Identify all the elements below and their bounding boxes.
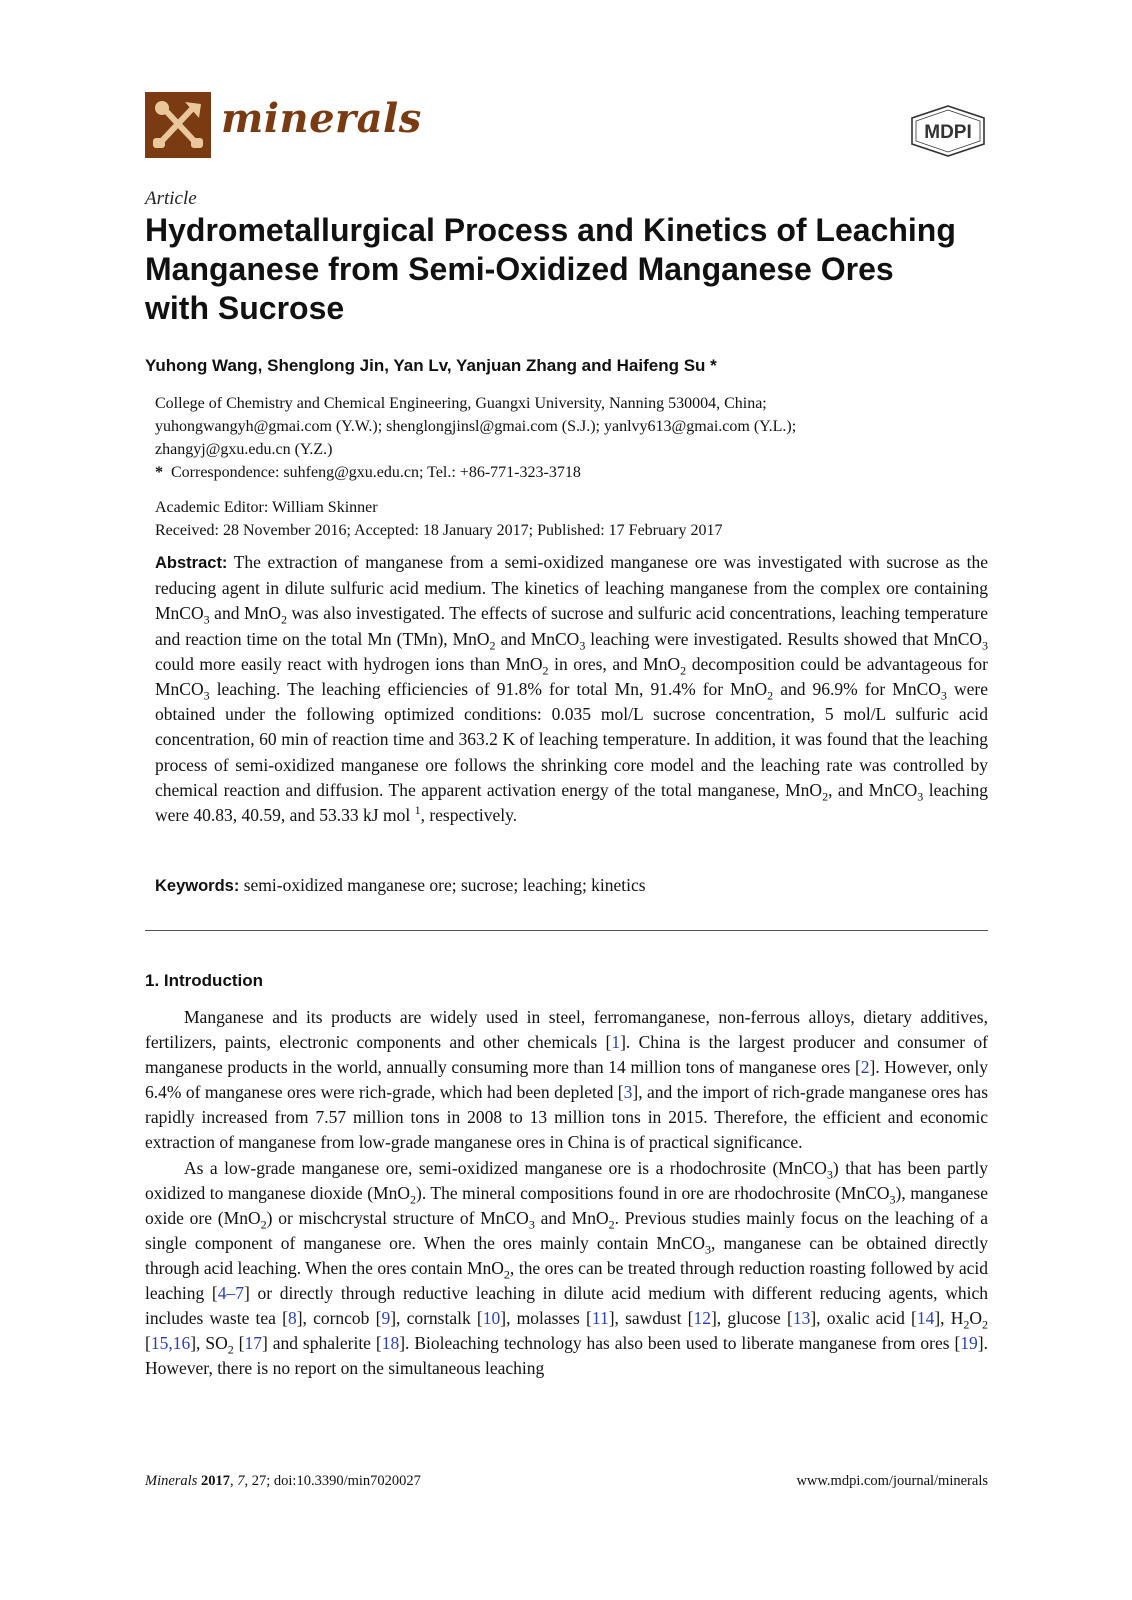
title-line: Hydrometallurgical Process and Kinetics of Leaching: [145, 212, 956, 248]
text-run: ) that has been partly oxidized to manganese dioxide (MnO: [145, 1157, 988, 1203]
correspondence-star: *: [155, 464, 163, 481]
footer-doi: , 27; doi:10.3390/min7020027: [244, 1473, 421, 1489]
text-run: ], H: [934, 1308, 964, 1329]
abstract-text: in ores, and MnO: [548, 653, 681, 674]
subscript: 2: [822, 789, 829, 804]
publication-dates: Received: 28 November 2016; Accepted: 18 January 2017; Published: 17 February 2017: [155, 522, 723, 539]
citation-link[interactable]: 10: [482, 1308, 501, 1329]
subscript: 3: [826, 1167, 833, 1182]
citation-link[interactable]: 13: [792, 1308, 811, 1329]
citation-link[interactable]: 12: [693, 1308, 711, 1329]
text-run: ], corncob [: [296, 1308, 382, 1329]
footer-journal: Minerals: [145, 1473, 198, 1489]
subscript: 2: [982, 1317, 988, 1332]
keywords-text: semi-oxidized manganese ore; sucrose; leaching; kinetics: [239, 875, 646, 895]
section-divider: [145, 930, 988, 931]
paragraph: [145, 1005, 988, 1156]
subscript: 2: [260, 1217, 267, 1232]
abstract-text: and MnCO: [495, 628, 580, 649]
text-run: ]. China is the largest producer and consumer of manganese products in the world, annually consuming more than 14 million tons of manganese ores [: [145, 1032, 988, 1078]
text-run: , manganese can be obtained directly through acid leaching. When the ores contain MnO: [145, 1232, 988, 1278]
subscript: 2: [410, 1192, 417, 1207]
footer-volume: 7: [237, 1473, 245, 1489]
keywords: [155, 875, 646, 896]
subscript: 3: [203, 688, 210, 703]
subscript: 3: [705, 1242, 712, 1257]
abstract-label: Abstract:: [155, 554, 228, 572]
text-run: ], SO: [190, 1333, 228, 1354]
text-run: ] and sphalerite [: [261, 1333, 382, 1354]
subscript: 2: [489, 638, 496, 653]
footer-url[interactable]: www.mdpi.com/journal/minerals: [796, 1473, 988, 1489]
subscript: 3: [917, 789, 924, 804]
citation-link[interactable]: 17: [244, 1333, 262, 1354]
text-run: ,: [229, 1473, 238, 1489]
subscript: 2: [680, 663, 687, 678]
citation-link[interactable]: 14: [916, 1308, 935, 1329]
text-run: ], and the import of rich-grade manganese ores has rapidly increased from 7.57 million tons in 2008 to 13 million tons in 2015. Therefore, the efficient and economic extraction of manganese from low-grade manganese ores in China is of practical significance.: [145, 1082, 989, 1153]
subscript: 3: [203, 612, 210, 627]
citation-link[interactable]: 2: [860, 1057, 870, 1078]
mdpi-hexagon-icon: [908, 104, 988, 158]
paper-title: [145, 211, 995, 328]
text-run: ), manganese oxide ore (MnO: [145, 1182, 988, 1228]
subscript: 2: [767, 688, 774, 703]
text-run: Manganese and its products are widely used in steel, ferromanganese, non-ferrous alloys, dietary additives, fertilizers, paints, electronic components and other chemicals [: [145, 1007, 988, 1053]
abstract-text: , and MnCO: [828, 779, 918, 800]
subscript: 2: [280, 612, 287, 627]
text-run: and MnO: [534, 1207, 609, 1228]
footer-citation: [145, 1473, 421, 1490]
citation-link[interactable]: 15,16: [150, 1333, 191, 1354]
keywords-label: Keywords:: [155, 877, 240, 895]
citation-link[interactable]: 1: [611, 1032, 621, 1053]
text-run: ], glucose [: [710, 1308, 793, 1329]
correspondence-text: Correspondence: suhfeng@gxu.edu.cn; Tel.: +86-771-323-3718: [171, 464, 581, 481]
text-run: ], molasses [: [500, 1308, 592, 1329]
title-line: Manganese from Semi-Oxidized Manganese Ores: [145, 251, 894, 287]
correspondence-line: [155, 461, 995, 484]
subscript: 3: [528, 1217, 535, 1232]
academic-editor: Academic Editor: William Skinner: [155, 499, 378, 516]
introduction-body: [145, 1005, 988, 1381]
abstract-text: were obtained under the following optimized conditions: 0.035 mol/L sucrose concentration, 5 mol/L sulfuric acid concentration, 60 min of reaction time and 363.2 K of leaching temperature. In addition, it was found that the leaching process of semi-oxidized manganese ore follows the shrinking core model and the leaching rate was controlled by chemical reaction and diffusion. The apparent activation energy of the total manganese, MnO: [155, 679, 988, 800]
citation-link[interactable]: 8: [287, 1308, 297, 1329]
publisher-name: MDPI: [924, 122, 972, 143]
text-run: ]. Bioleaching technology has also been used to liberate manganese from ores [: [399, 1333, 961, 1354]
journal-name: minerals: [221, 95, 422, 142]
abstract-text: and 96.9% for MnCO: [773, 679, 941, 700]
abstract-text: leaching were 40.83, 40.59, and 53.33 kJ mol: [155, 779, 988, 826]
abstract-text: and MnO: [209, 603, 281, 624]
subscript: 2: [963, 1317, 970, 1332]
text-run: . Previous studies mainly focus on the leaching of a single component of manganese ore. When the ores mainly contain MnCO: [145, 1207, 989, 1253]
abstract-text: leaching. The leaching efficiencies of 91.8% for total Mn, 91.4% for MnO: [209, 679, 768, 700]
affiliation-line: College of Chemistry and Chemical Engineering, Guangxi University, Nanning 530004, China;: [155, 395, 767, 412]
author-list: Yuhong Wang, Shenglong Jin, Yan Lv, Yanjuan Zhang and Haifeng Su *: [145, 356, 717, 375]
citation-link[interactable]: 3: [623, 1082, 633, 1103]
text-run: ] or directly through reductive leaching in dilute acid medium with different reducing agents, which includes waste tea [: [145, 1283, 988, 1329]
citation-link[interactable]: 11: [591, 1308, 609, 1329]
subscript: 3: [982, 638, 989, 653]
title-line: with Sucrose: [145, 290, 345, 326]
journal-logo: [145, 92, 211, 158]
abstract-text: could more easily react with hydrogen ions than MnO: [155, 653, 543, 674]
affiliation-block: [155, 392, 995, 484]
text-run: O: [969, 1308, 982, 1329]
text-run: [: [145, 1333, 151, 1354]
citation-link[interactable]: 9: [381, 1308, 391, 1329]
section-heading: 1. Introduction: [145, 971, 264, 990]
subscript: 3: [889, 1192, 896, 1207]
text-run: ]. However, only 6.4% of manganese ores were rich-grade, which had been depleted [: [145, 1057, 988, 1103]
text-run: [: [233, 1333, 245, 1354]
abstract: [155, 550, 988, 828]
editor-dates-block: [155, 496, 722, 542]
paragraph: [145, 1156, 988, 1382]
text-run: ], cornstalk [: [390, 1308, 483, 1329]
subscript: 2: [503, 1267, 510, 1282]
subscript: 2: [227, 1342, 234, 1357]
citation-link[interactable]: 19: [960, 1333, 978, 1354]
footer-year: 2017: [200, 1473, 230, 1489]
abstract-text: leaching were investigated. Results showed that MnCO: [585, 628, 983, 649]
article-type: Article: [145, 188, 197, 209]
citation-link[interactable]: 4–7: [217, 1283, 245, 1304]
publisher-logo: [908, 104, 988, 158]
affiliation-line: yuhongwangyh@gmai.com (Y.W.); shenglongjinsl@gmai.com (S.J.); yanlvy613@gmai.com (Y.L.);: [155, 418, 797, 435]
abstract-text: was also investigated. The effects of sucrose and sulfuric acid concentrations, leaching temperature and reaction time on the total Mn (TMn), MnO: [155, 603, 988, 649]
subscript: 3: [940, 688, 947, 703]
abstract-text: decomposition could be advantageous for MnCO: [155, 653, 989, 700]
crossed-shovel-pick-icon: [145, 92, 211, 158]
text-run: ]. However, there is no report on the simultaneous leaching: [145, 1333, 988, 1379]
subscript: 2: [542, 663, 549, 678]
text-run: ], oxalic acid [: [810, 1308, 917, 1329]
citation-link[interactable]: 18: [381, 1333, 400, 1354]
text-run: ], sawdust [: [608, 1308, 694, 1329]
text-run: , the ores can be treated through reduction roasting followed by acid leaching [: [145, 1257, 989, 1304]
text-run: ) or mischcrystal structure of MnCO: [266, 1207, 529, 1228]
text-run: ). The mineral compositions found in ore are rhodochrosite (MnCO: [416, 1182, 890, 1203]
text-run: As a low-grade manganese ore, semi-oxidized manganese ore is a rhodochrosite (MnCO: [184, 1157, 827, 1178]
subscript: 3: [579, 638, 586, 653]
abstract-text: , respectively.: [420, 805, 518, 826]
affiliation-line: zhangyj@gxu.edu.cn (Y.Z.): [155, 441, 333, 458]
subscript: 2: [608, 1217, 615, 1232]
abstract-text: The extraction of manganese from a semi-oxidized manganese ore was investigated with sucrose as the reducing agent in dilute sulfuric acid medium. The kinetics of leaching manganese from the complex ore containing MnCO: [155, 552, 988, 624]
superscript: 1: [414, 803, 421, 818]
